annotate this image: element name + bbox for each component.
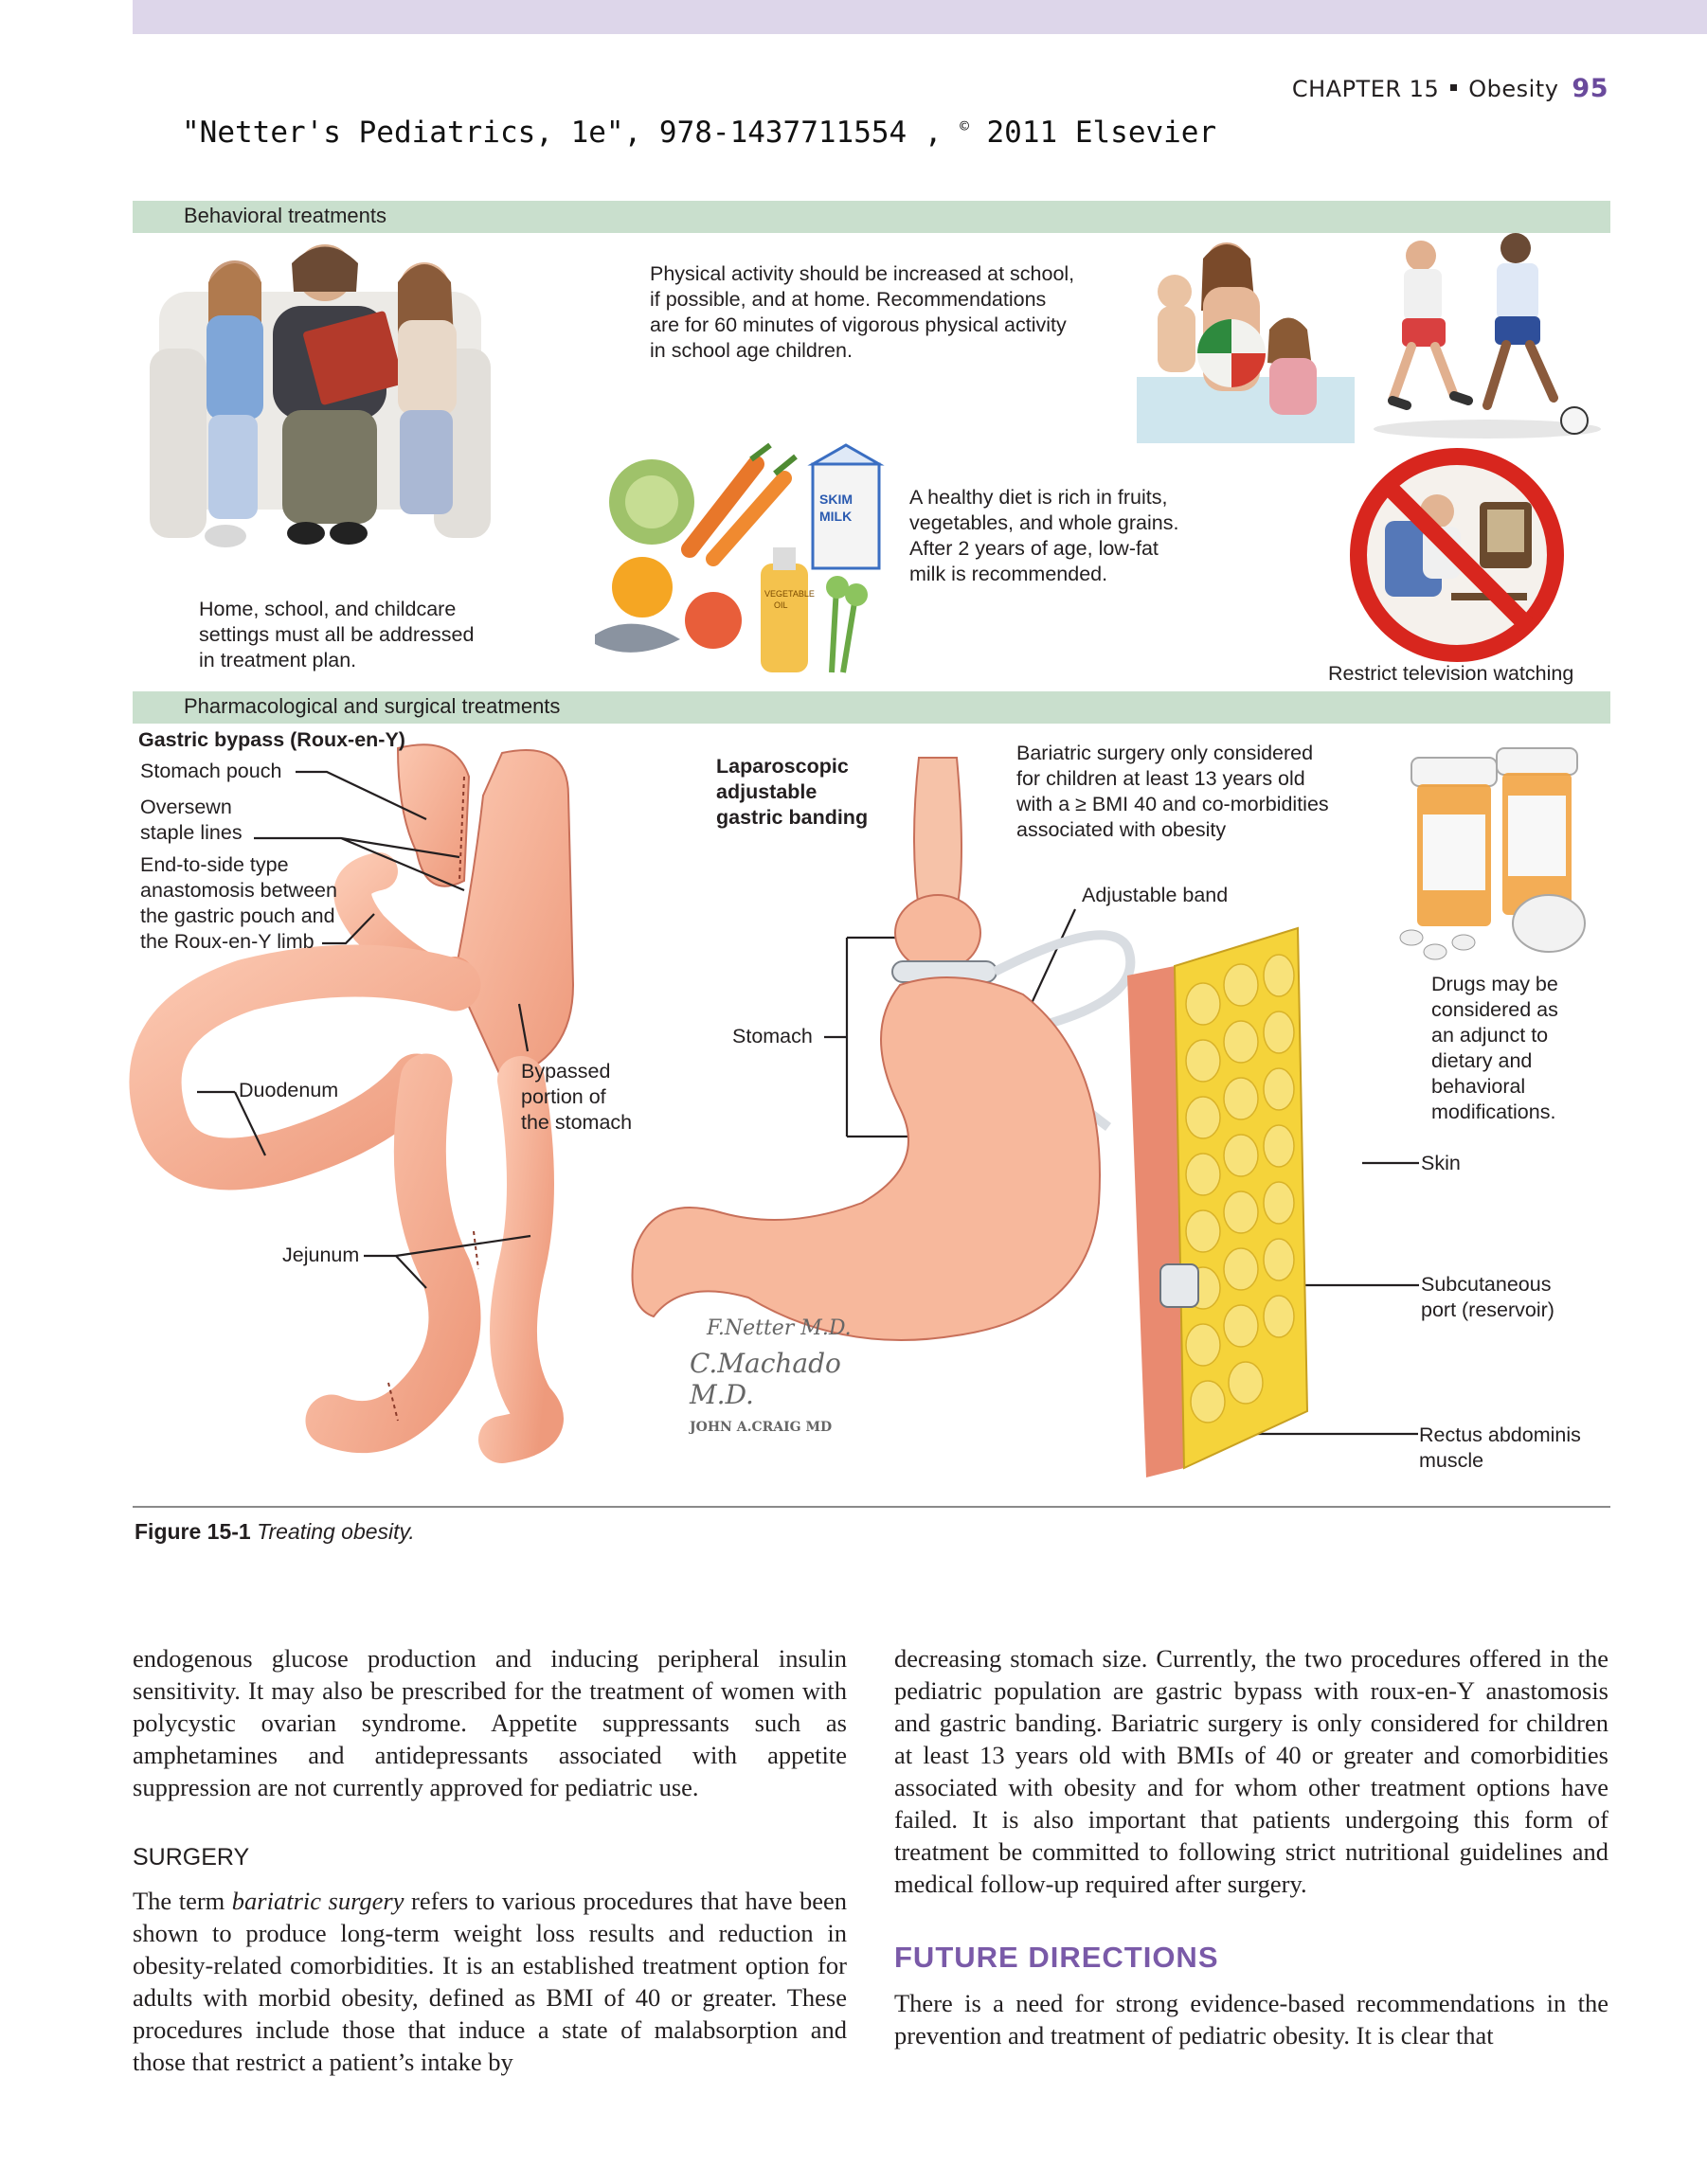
caption-line: behavioral xyxy=(1431,1075,1526,1098)
page-number: 95 xyxy=(1572,74,1608,103)
caption-line: vegetables, and whole grains. xyxy=(909,511,1179,534)
signature-line: F.Netter M.D. xyxy=(707,1316,852,1340)
stomach-pouch-label: Stomach pouch xyxy=(140,760,282,782)
label-line: the Roux-en-Y limb xyxy=(140,930,314,953)
signature-line: JOHN A.CRAIG MD xyxy=(690,1420,833,1435)
caption-line: A healthy diet is rich in fruits, xyxy=(909,486,1168,509)
body-paragraph: decreasing stomach size. Currently, the two procedures offered in the pediatric population are gastric bypass with roux-en-Y anastomosis and gastric banding. Bariatric surgery is only considered for children at least 13 years old with BMIs of 40 or greater and comorbidities associated with obesity and for whom other treatment options have failed. It is also important that patients undergoing this form of treatment be committed to following strict nutritional guidelines and medical follow-up required after surgery. xyxy=(894,1644,1608,1898)
label-line: Oversewn xyxy=(140,796,232,818)
gastric-bypass-title: Gastric bypass (Roux-en-Y) xyxy=(138,728,405,751)
figure-rule xyxy=(133,1506,1610,1508)
label-line: Rectus abdominis xyxy=(1419,1423,1581,1446)
caption-line: Home, school, and childcare xyxy=(199,598,457,620)
bariatric-note xyxy=(1016,741,1329,843)
caption-line: if possible, and at home. Recommendations xyxy=(650,288,1047,311)
caption-line: Bariatric surgery only considered xyxy=(1016,742,1314,764)
caption-line: Physical activity should be increased at school, xyxy=(650,262,1075,285)
label-line: anastomosis between xyxy=(140,879,337,902)
figure-number: Figure 15-1 xyxy=(135,1519,251,1544)
oil-bottle-label: OIL xyxy=(774,600,788,610)
text-span: The term xyxy=(133,1887,232,1915)
pill-bottles-illustration xyxy=(1383,739,1610,976)
caption-line: considered as xyxy=(1431,998,1558,1021)
body-paragraph xyxy=(133,1885,847,2078)
label-line: muscle xyxy=(1419,1449,1484,1472)
port-label xyxy=(1421,1272,1554,1323)
artist-signature xyxy=(690,1316,870,1459)
jejunum-label: Jejunum xyxy=(282,1244,360,1266)
citation-text: "Netter's Pediatrics, 1e", 978-1437711554 , xyxy=(182,116,961,150)
chapter-topic: Obesity xyxy=(1468,76,1559,102)
restrict-tv-caption: Restrict television watching xyxy=(1328,662,1574,685)
label-line: adjustable xyxy=(716,780,818,803)
surgery-heading: SURGERY xyxy=(133,1844,250,1871)
caption-line: Drugs may be xyxy=(1431,973,1558,995)
pharm-heading: Pharmacological and surgical treatments xyxy=(184,694,561,718)
caption-line: an adjunct to xyxy=(1431,1024,1549,1047)
label-line: port (reservoir) xyxy=(1421,1298,1554,1321)
label-line: End-to-side type xyxy=(140,853,289,876)
label-line: Laparoscopic xyxy=(716,755,849,778)
caption-line: milk is recommended. xyxy=(909,563,1108,585)
caption-line: for children at least 13 years old xyxy=(1016,767,1305,790)
body-paragraph: There is a need for strong evidence-based recommendations in the prevention and treatment of pediatric obesity. It is clear that xyxy=(894,1989,1608,2050)
skin-label: Skin xyxy=(1421,1152,1461,1174)
emphasized-term: bariatric surgery xyxy=(231,1887,404,1915)
stomach-label: Stomach xyxy=(732,1025,813,1047)
caption-line: settings must all be addressed xyxy=(199,623,475,646)
caption-line: modifications. xyxy=(1431,1101,1556,1123)
caption-line: with a ≥ BMI 40 and co-morbidities xyxy=(1016,793,1329,815)
body-paragraph: endogenous glucose production and inducing peripheral insulin sensitivity. It may also be prescribed for the treatment of women with polycystic ovarian syndrome. Appetite suppressants such as amphetamines and antidepressants associated with appetite suppression are not currently approved for pediatric use. xyxy=(133,1644,847,1801)
left-column xyxy=(133,1642,847,2078)
chapter-label: CHAPTER 15 xyxy=(1291,76,1440,102)
caption-line: in treatment plan. xyxy=(199,649,357,671)
oil-bottle-label: VEGETABLE xyxy=(764,589,815,599)
copyright-symbol: © xyxy=(960,116,969,135)
label-line: the gastric pouch and xyxy=(140,904,335,927)
future-directions-heading: FUTURE DIRECTIONS xyxy=(894,1941,1219,1974)
citation-year: 2011 Elsevier xyxy=(968,116,1217,150)
drugs-note xyxy=(1431,972,1558,1125)
text-span: refers to various procedures that have been shown to produce long-term weight loss results and reduction in obesity-related comorbidities. It is an established treatment option for adults with morbid obesity, defined as BMI of 40 or greater. These procedures include those that induce a state of malabsorption and those that restrict a patient’s intake by xyxy=(133,1887,848,2076)
label-line: gastric banding xyxy=(716,806,869,829)
figure-title: Treating obesity. xyxy=(257,1519,415,1544)
right-column xyxy=(894,1642,1608,2051)
signature-line: C.Machado M.D. xyxy=(690,1348,841,1410)
banding-title xyxy=(716,754,868,831)
caption-line: dietary and xyxy=(1431,1049,1533,1072)
rectus-label xyxy=(1419,1423,1581,1474)
duodenum-label: Duodenum xyxy=(239,1079,339,1101)
behavioral-heading: Behavioral treatments xyxy=(184,204,386,227)
label-line: the stomach xyxy=(521,1111,633,1134)
milk-carton-label: MILK xyxy=(819,509,853,524)
label-line: portion of xyxy=(521,1085,606,1108)
caption-line: associated with obesity xyxy=(1016,818,1227,841)
label-line: Subcutaneous xyxy=(1421,1273,1552,1296)
caption-line: are for 60 minutes of vigorous physical activity xyxy=(650,313,1067,336)
figure-caption xyxy=(135,1519,415,1545)
milk-carton-label: SKIM xyxy=(819,492,853,507)
caption-line: After 2 years of age, low-fat xyxy=(909,537,1159,560)
adjustable-band-label: Adjustable band xyxy=(1082,884,1229,906)
label-line: staple lines xyxy=(140,821,243,844)
caption-line: in school age children. xyxy=(650,339,853,362)
label-line: Bypassed xyxy=(521,1060,611,1083)
